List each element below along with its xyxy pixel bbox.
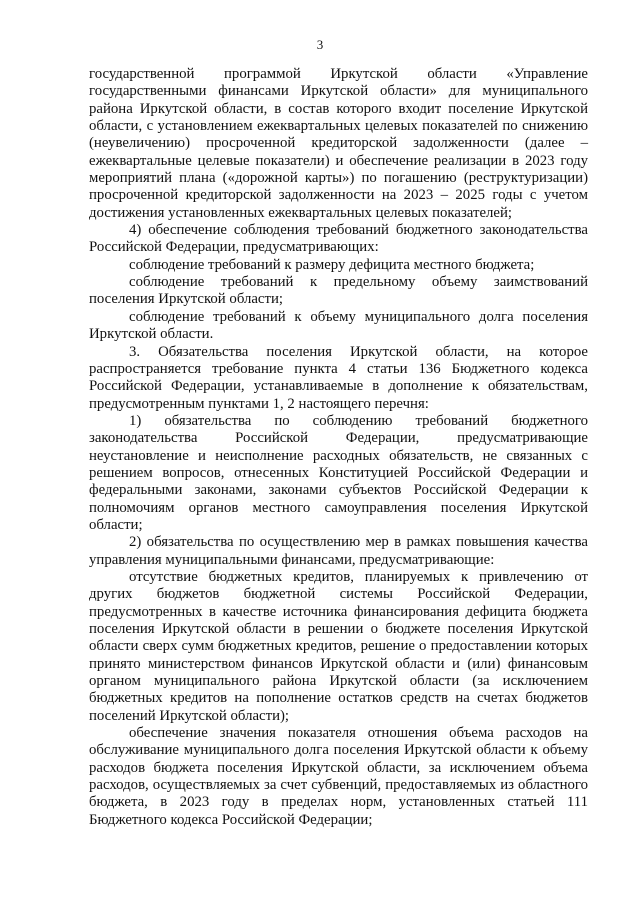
paragraph: обеспечение значения показателя отношения объема расходов на обслуживание муниципального долга поселения Иркутской области к объему расходов бюджета поселения Иркутской области, за исключением объема расходов, осуществляемых за счет субвенций, предоставляемых из областного бюджета, в 2023 году в пределах норм, установленных статьей 111 Бюджетного кодекса Российской Федерации; <box>89 725 588 828</box>
paragraph: соблюдение требований к размеру дефицита местного бюджета; <box>129 256 535 273</box>
paragraph: 2) обязательства по осуществлению мер в рамках повышения качества управления муниципальными финансами, предусматривающие: <box>89 534 588 568</box>
paragraph: государственной программой Иркутской области «Управление государственными финансами Иркутской области» для муниципального района Иркутской области, в состав которого входит поселение Иркутской области, с установлением ежеквартальных целевых показателей по снижению (неувеличению) просроченной кредиторской задолженности (далее – ежеквартальные целевые показатели) и обеспечение реализации в 2023 году мероприятий плана («дорожной карты») по погашению (реструктуризации) просроченной кредиторской задолженности на 2023 – 2025 годы с учетом достижения установленных ежеквартальных целевых показателей; <box>89 66 588 221</box>
paragraph: 1) обязательства по соблюдению требований бюджетного законодательства Российской Федерации, предусматривающие неустановление и неисполнение расходных обязательств, не связанных с решением вопросов, отнесенных Конституцией Российской Федерации и федеральными законами, законами субъектов Российской Федерации к полномочиям органов местного самоуправления поселения Иркутской области; <box>89 412 588 533</box>
document-body <box>89 66 588 829</box>
page-number: 3 <box>316 37 324 52</box>
paragraph: соблюдение требований к объему муниципального долга поселения Иркутской области. <box>89 308 588 343</box>
paragraph: отсутствие бюджетных кредитов, планируемых к привлечению от других бюджетов бюджетной системы Российской Федерации, предусмотренных в качестве источника финансирования дефицита бюджета поселения Иркутской области в решении о бюджете поселения Иркутской области сверх сумм бюджетных кредитов, решение о предоставлении которых принято министерством финансов Иркутской области и (или) финансовым органом муниципального района Иркутской области (за исключением бюджетных кредитов на пополнение остатков средств на счетах бюджетов поселений Иркутской области); <box>89 568 588 724</box>
paragraph: 3. Обязательства поселения Иркутской области, на которое распространяется требование пункта 4 статьи 136 Бюджетного кодекса Российской Федерации, устанавливаемые в дополнение к обязательствам, предусмотренным пунктами 1, 2 настоящего перечня: <box>89 343 588 412</box>
paragraph: 4) обеспечение соблюдения требований бюджетного законодательства Российской Федерации, предусматривающих: <box>89 222 588 256</box>
paragraph: соблюдение требований к предельному объему заимствований поселения Иркутской области; <box>89 274 588 308</box>
